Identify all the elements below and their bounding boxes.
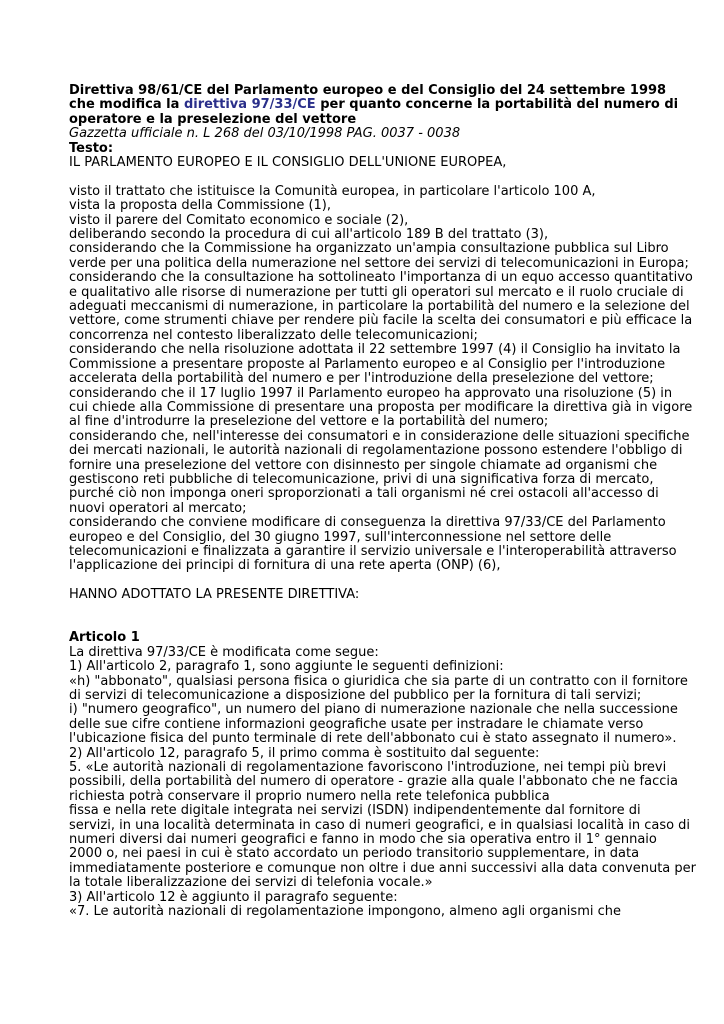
recital-line: gestiscono reti pubbliche di telecomunicazione, privi di una significativa forza di mercato, xyxy=(69,471,654,487)
article-line: immediatamente posteriore e comunque non oltre i due anni successivi alla data convenuta per xyxy=(69,860,697,876)
article-heading: Articolo 1 xyxy=(69,630,140,646)
recital-line: considerando che conviene modificare di conseguenza la direttiva 97/33/CE del Parlamento xyxy=(69,515,666,531)
article-line: La direttiva 97/33/CE è modificata come segue: xyxy=(69,644,379,660)
opening-formula: IL PARLAMENTO EUROPEO E IL CONSIGLIO DELL'UNIONE EUROPEA, xyxy=(69,155,507,171)
recital-line: Commissione a presentare proposte al Parlamento europeo e al Consiglio per l'introduzione xyxy=(69,356,666,372)
recital-line: vettore, come strumenti chiave per rendere più facile la scelta dei consumatori e più efficace la xyxy=(69,313,693,329)
article-line: di servizi di telecomunicazione a disposizione del pubblico per la fornitura di tali servizi; xyxy=(69,688,642,704)
recital-line: e qualitativo alle risorse di numerazione per tutti gli operatori sul mercato e il ruolo cruciale di xyxy=(69,284,684,300)
article-line: l'ubicazione fisica del punto terminale di rete dell'abbonato cui è stato assegnato il numero». xyxy=(69,731,677,747)
article-line: i) "numero geografico", un numero del piano di numerazione nazionale che nella successione xyxy=(69,702,678,718)
article-line: numeri diversi dai numeri geografici e fanno in modo che sia operativa entro il 1° gennaio xyxy=(69,832,657,848)
article-line: 2000 o, nei paesi in cui è stato accordato un periodo transitorio supplementare, in data xyxy=(69,846,640,862)
article-line: 1) All'articolo 2, paragrafo 1, sono aggiunte le seguenti definizioni: xyxy=(69,659,504,675)
recital-line: l'applicazione dei principi di fornitura di una rete aperta (ONP) (6), xyxy=(69,558,501,574)
article-line: richiesta potrà conservare il proprio numero nella rete telefonica pubblica xyxy=(69,788,550,804)
document-body xyxy=(69,84,709,920)
recital-line: visto il parere del Comitato economico e sociale (2), xyxy=(69,212,409,228)
recital-line: accelerata della portabilità del numero e per l'introduzione della preselezione del vettore; xyxy=(69,371,654,387)
article-line: «h) "abbonato", qualsiasi persona fisica o giuridica che sia parte di un contratto con il fornitore xyxy=(69,673,688,689)
recital-line: verde per una politica della numerazione nel settore dei servizi di telecomunicazioni in Europa; xyxy=(69,255,689,271)
recital-line: cui chiede alla Commissione di presentare una proposta per modificare la direttiva già in vigore xyxy=(69,399,693,415)
recital-line: vista la proposta della Commissione (1), xyxy=(69,198,331,214)
recital-line: visto il trattato che istituisce la Comunità europea, in particolare l'articolo 100 A, xyxy=(69,183,596,199)
recital-line: al fine d'introdurre la preselezione del vettore e la portabilità del numero; xyxy=(69,414,549,430)
article-line: fissa e nella rete digitale integrata nei servizi (ISDN) indipendentemente dal fornitore di xyxy=(69,803,641,819)
document-title-line2: che modifica la direttiva 97/33/CE per quanto concerne la portabilità del numero di xyxy=(69,97,679,113)
article-line: possibili, della portabilità del numero di operatore - grazie alla quale l'abbonato che ne faccia xyxy=(69,774,678,790)
document-title-line3: operatore e la preselezione del vettore xyxy=(69,111,357,127)
article-line: delle sue cifre contiene informazioni geografiche usate per instradare le chiamate verso xyxy=(69,716,644,732)
article-body xyxy=(69,646,709,920)
article-line: la totale liberalizzazione dei servizi di telefonia vocale.» xyxy=(69,875,433,891)
recital-line: considerando che la consultazione ha sottolineato l'importanza di un equo accesso quantitativo xyxy=(69,270,693,286)
recital-line: nuovi operatori al mercato; xyxy=(69,500,247,516)
recital-line: concorrenza nel contesto liberalizzato delle telecomunicazioni; xyxy=(69,327,478,343)
document-title: Direttiva 98/61/CE del Parlamento europeo e del Consiglio del 24 settembre 1998 xyxy=(69,83,667,98)
testo-label: Testo: xyxy=(69,140,114,156)
article-line: 3) All'articolo 12 è aggiunto il paragrafo seguente: xyxy=(69,889,398,905)
recitals xyxy=(69,185,709,574)
recital-line: adeguati meccanismi di numerazione, in particolare la portabilità del numero e la selezione del xyxy=(69,299,690,315)
directive-link[interactable]: direttiva 97/33/CE xyxy=(183,97,316,113)
recital-line: dei mercati nazionali, le autorità nazionali di regolamentazione possono estendere l'obbligo di xyxy=(69,443,683,459)
recital-line: considerando che nella risoluzione adottata il 22 settembre 1997 (4) il Consiglio ha invitato la xyxy=(69,342,681,358)
recital-line: purché ciò non imponga oneri sproporzionati a tali organismi né crei ostacoli all'accesso di xyxy=(69,486,659,502)
adoption-formula: HANNO ADOTTATO LA PRESENTE DIRETTIVA: xyxy=(69,587,360,603)
article-line: 2) All'articolo 12, paragrafo 5, il primo comma è sostituito dal seguente: xyxy=(69,745,540,761)
article-line: «7. Le autorità nazionali di regolamentazione impongono, almeno agli organismi che xyxy=(69,904,621,920)
recital-line: considerando che il 17 luglio 1997 il Parlamento europeo ha approvato una risoluzione (5) in xyxy=(69,385,673,401)
article-line: 5. «Le autorità nazionali di regolamentazione favoriscono l'introduzione, nei tempi più brevi xyxy=(69,760,667,776)
recital-line: considerando che, nell'interesse dei consumatori e in considerazione delle situazioni specifiche xyxy=(69,428,690,444)
gazette-reference: Gazzetta ufficiale n. L 268 del 03/10/1998 PAG. 0037 - 0038 xyxy=(69,126,461,142)
recital-line: europeo e del Consiglio, del 30 giugno 1997, sull'interconnessione nel settore delle xyxy=(69,529,612,545)
recital-line: deliberando secondo la procedura di cui all'articolo 189 B del trattato (3), xyxy=(69,227,549,243)
recital-line: considerando che la Commissione ha organizzato un'ampia consultazione pubblica sul Libro xyxy=(69,241,669,257)
article-line: servizi, in una località determinata in caso di numeri geografici, e in qualsiasi località in caso di xyxy=(69,817,691,833)
recital-line: telecomunicazioni e finalizzata a garantire il servizio universale e l'interoperabilità attraverso xyxy=(69,543,677,559)
recital-line: fornire una preselezione del vettore con disinnesto per singole chiamate ad organismi che xyxy=(69,457,658,473)
